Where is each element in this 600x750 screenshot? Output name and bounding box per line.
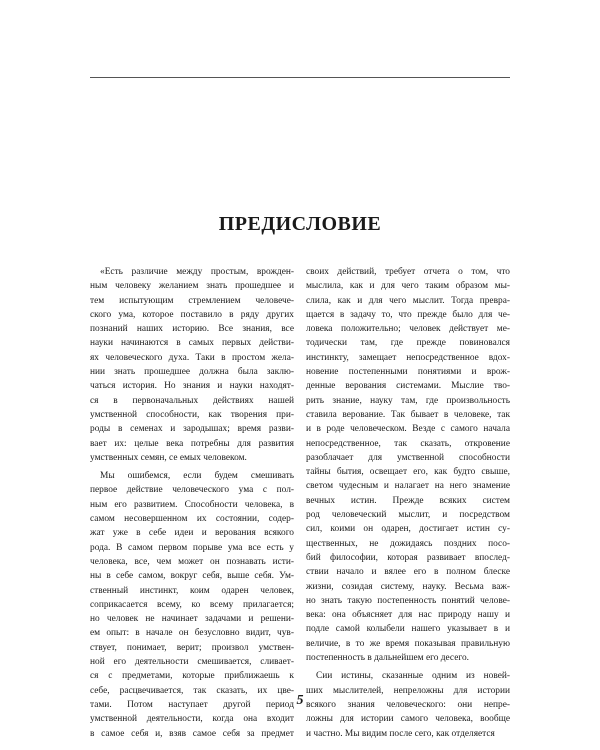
- text-line: щественных, не дожидаясь поздних посо-: [306, 538, 510, 549]
- text-line: и в роде человеческом. Везде с самого начала: [306, 424, 510, 435]
- text-line: сил, коими он одарен, достигает истин су-: [306, 524, 510, 535]
- text-line: инстинкту, замещает непосредственное вдох-: [306, 352, 510, 363]
- page-number: 5: [296, 693, 304, 708]
- text-line: человека, все, чем может он познавать исти-: [90, 556, 294, 567]
- text-line: постепенность в дальнейшем его десего.: [306, 653, 470, 664]
- text-line: новение постепенными понятиями и врож-: [306, 367, 510, 378]
- text-line: роды в семенах и зародышах; время разви-: [90, 424, 294, 435]
- paragraph: [306, 265, 510, 665]
- text-line: умственной способности, как творения при-: [90, 409, 294, 420]
- text-line: ным человеку желанием знать прошедшее и: [90, 281, 294, 292]
- text-line: ях человеческого духа. Таки в простом жела-: [90, 352, 294, 363]
- text-line: умственной деятельности, когда она входит: [90, 714, 294, 725]
- text-line: нии знать прошедшее должна была заклю-: [90, 367, 294, 378]
- text-line: жизни, созидая систему, науку. Весьма важ-: [306, 581, 510, 592]
- text-line: тодически там, где прежде повиновался: [306, 338, 510, 349]
- text-line: ственный инстинкт, коим одарен человек,: [90, 585, 294, 596]
- text-line: ского ума, которое поставило в ряду других: [90, 309, 294, 320]
- text-line: ловека положительно; человек действует ме-: [306, 324, 510, 335]
- text-line: ствует, понимает, верит; произвол умствен-: [90, 642, 294, 653]
- text-line: ложны для истории самого человека, вообще: [306, 714, 510, 725]
- text-line: Сии истины, сказанные одним из новей-: [316, 671, 510, 682]
- text-line: самом несовершенном их состоянии, содер-: [90, 514, 294, 525]
- text-line: века: она объясняет для нас природу нашу и: [306, 610, 510, 621]
- text-line: ших мыслителей, непреложны для истории: [306, 685, 510, 696]
- text-line: тайны бытия, освещает его, как будто свыше,: [306, 467, 510, 478]
- text-line: щается в задачу то, что прежде было для че-: [306, 309, 510, 320]
- text-line: ся в первоначальных действиях нашей: [90, 395, 294, 406]
- text-line: рода. В самом первом порыве ума все есть у: [90, 542, 294, 553]
- left-column: [90, 265, 294, 741]
- text-line: ем опыт: в начале он безусловно видит, чув-: [90, 628, 294, 639]
- text-line: умственных семян, се емых человеком.: [90, 452, 247, 463]
- text-line: бий философии, которая развивает впослед-: [306, 552, 510, 563]
- text-line: всякого знания человеческого: они непре-: [306, 699, 510, 710]
- text-line: себе, расцвечивается, так сказать, их цве-: [90, 685, 294, 696]
- text-line: вает их: целые века потребны для развития: [90, 438, 294, 449]
- text-line: жат уже в себе идеи и верования всякого: [90, 528, 294, 539]
- text-line: ствии начало и вялее его в полном блеске: [306, 567, 510, 578]
- text-line: вечных истин. Прежде всяких систем: [306, 495, 510, 506]
- text-line: науки начинаются в самых первых действи-: [90, 338, 294, 349]
- text-line: непосредственное, так сказать, откровение: [306, 438, 510, 449]
- text-line: мыслила, как и для чего таким образом мы-: [306, 281, 510, 292]
- page-title: ПРЕДИСЛОВИЕ: [218, 213, 382, 235]
- text-line: Мы ошибемся, если будем смешивать: [100, 471, 294, 482]
- text-line: ной его деятельности смешивается, сливает-: [90, 657, 294, 668]
- text-line: и частно. Мы видим после сего, как отделяется: [306, 728, 495, 739]
- paragraph: [90, 265, 294, 465]
- text-line: светом чудесным и налагает на него знамение: [306, 481, 510, 492]
- text-line: величие, в то же время показывая правильную: [306, 638, 510, 649]
- right-column: [306, 265, 510, 741]
- text-line: соприкасается всему, ко всему прилагается;: [90, 599, 294, 610]
- text-line: «Есть различие между простым, врожден-: [100, 267, 294, 277]
- text-line: разоблачает для умственной способности: [306, 452, 510, 463]
- text-line: слила, как и для чего мыслит. Тогда превра-: [306, 295, 510, 306]
- top-rule: [90, 77, 510, 78]
- text-line: в самое себя и, взяв самое себя за предмет: [90, 728, 294, 739]
- text-line: ным его развитием. Способности человека, в: [90, 499, 294, 510]
- text-line: подле самой колыбели нашего указывает в и: [306, 624, 510, 635]
- text-line: познаний наших историю. Все знания, все: [90, 324, 294, 335]
- text-line: ся с предметами, которые приближаешь к: [90, 671, 294, 682]
- text-line: чаться история. Но знания и науки находят-: [90, 381, 294, 392]
- text-line: род человеческий мыслит, и посредством: [306, 510, 510, 521]
- text-line: рить знание, науку там, где произвольность: [306, 395, 510, 406]
- text-line: но знать такую постепенность понятий челове-: [306, 595, 510, 606]
- text-line: тами. Потом наступает другой период: [90, 699, 294, 710]
- text-line: тем испытующим стремлением человече-: [90, 295, 294, 306]
- text-line: ставила верование. Так бывает в человеке, так: [306, 409, 510, 420]
- text-line: своих действий, требует отчета о том, что: [306, 267, 510, 277]
- text-line: ны в себе самом, вокруг себя, выше себя. Ум-: [90, 571, 294, 582]
- text-line: но человек не начинает задачами и решени-: [90, 614, 294, 625]
- text-line: первое действие человеческого ума с пол-: [90, 485, 294, 496]
- text-line: денные верования системами. Мыслие тво-: [306, 381, 510, 392]
